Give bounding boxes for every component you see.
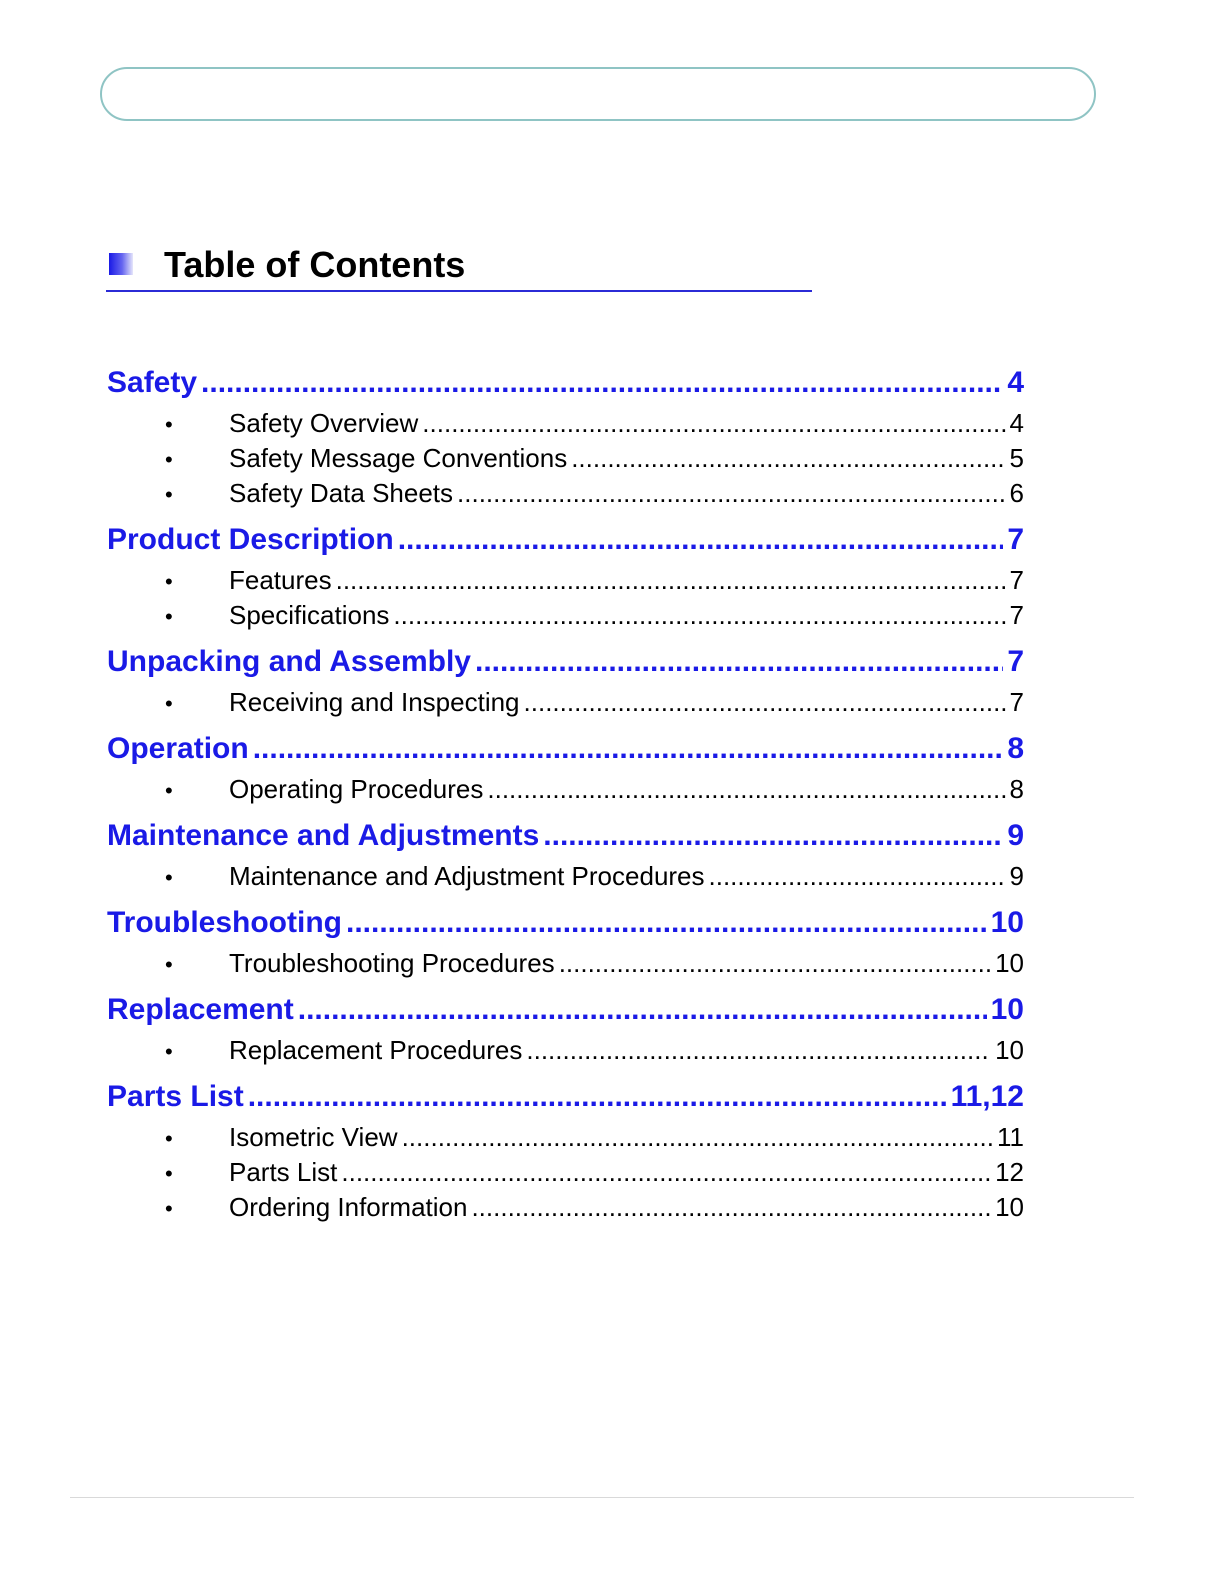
toc-section: [107, 906, 1024, 983]
subsection-title: Receiving and Inspecting: [229, 687, 520, 717]
bullet-icon: •: [165, 412, 173, 437]
section-title: Safety: [107, 366, 198, 399]
heading-square-icon: [109, 253, 133, 275]
bullet-icon: •: [165, 604, 173, 629]
bullet-icon: •: [165, 1126, 173, 1151]
toc-entry-section[interactable]: [107, 1080, 1024, 1122]
toc-entry-subsection[interactable]: [107, 408, 1024, 443]
section-page-number: 7: [1007, 645, 1024, 678]
toc-entry-subsection[interactable]: [107, 1122, 1024, 1157]
subsection-title: Specifications: [229, 600, 390, 630]
toc-entry-section[interactable]: [107, 732, 1024, 774]
toc-entry-subsection[interactable]: [107, 478, 1024, 513]
bullet-icon: •: [165, 569, 173, 594]
header-bar: [100, 67, 1096, 121]
toc-entry-section[interactable]: [107, 523, 1024, 565]
subsection-page-number: 10: [995, 948, 1024, 978]
toc-heading: [106, 240, 812, 292]
section-title: Maintenance and Adjustments: [107, 819, 540, 852]
subsection-title: Operating Procedures: [229, 774, 484, 804]
subsection-page-number: 7: [1009, 565, 1024, 595]
section-page-number: 9: [1007, 819, 1024, 852]
bullet-icon: •: [165, 865, 173, 890]
dot-leader: [526, 1035, 991, 1066]
subsection-title: Safety Message Conventions: [229, 443, 568, 473]
dot-leader: [471, 1192, 991, 1223]
bullet-icon: •: [165, 447, 173, 472]
dot-leader: [543, 819, 1003, 853]
section-page-number: 11,12: [950, 1080, 1024, 1113]
dot-leader: [398, 523, 1004, 557]
toc-entry-section[interactable]: [107, 645, 1024, 687]
bullet-icon: •: [165, 1161, 173, 1186]
toc-entry-subsection[interactable]: [107, 565, 1024, 600]
subsection-title: Isometric View: [229, 1122, 398, 1152]
toc-entry-subsection[interactable]: [107, 1157, 1024, 1192]
subsection-page-number: 11: [997, 1122, 1024, 1152]
section-title: Product Description: [107, 523, 394, 556]
dot-leader: [487, 774, 1005, 805]
toc-entry-subsection[interactable]: [107, 1035, 1024, 1070]
dot-leader: [524, 687, 1006, 718]
subsection-page-number: 4: [1009, 408, 1024, 438]
dot-leader: [475, 645, 1003, 679]
toc-entry-subsection[interactable]: [107, 600, 1024, 635]
toc-entry-subsection[interactable]: [107, 948, 1024, 983]
section-page-number: 7: [1007, 523, 1024, 556]
section-page-number: 10: [990, 906, 1024, 939]
section-title: Troubleshooting: [107, 906, 342, 939]
dot-leader: [457, 478, 1006, 509]
subsection-page-number: 8: [1009, 774, 1024, 804]
toc-entry-subsection[interactable]: [107, 1192, 1024, 1227]
dot-leader: [402, 1122, 993, 1153]
subsection-title: Parts List: [229, 1157, 338, 1187]
subsection-page-number: 10: [995, 1035, 1024, 1065]
dot-leader: [346, 906, 987, 940]
section-page-number: 10: [990, 993, 1024, 1026]
toc-entry-section[interactable]: [107, 366, 1024, 408]
subsection-title: Safety Data Sheets: [229, 478, 454, 508]
subsection-page-number: 12: [995, 1157, 1024, 1187]
subsection-page-number: 10: [995, 1192, 1024, 1222]
subsection-page-number: 6: [1009, 478, 1024, 508]
toc-section: [107, 993, 1024, 1070]
section-title: Parts List: [107, 1080, 244, 1113]
dot-leader: [248, 1080, 947, 1114]
dot-leader: [201, 366, 1003, 400]
bullet-icon: •: [165, 778, 173, 803]
section-title: Unpacking and Assembly: [107, 645, 471, 678]
subsection-page-number: 5: [1009, 443, 1024, 473]
toc-entry-section[interactable]: [107, 993, 1024, 1035]
dot-leader: [393, 600, 1005, 631]
toc-section: [107, 523, 1024, 635]
bullet-icon: •: [165, 482, 173, 507]
subsection-page-number: 7: [1009, 687, 1024, 717]
dot-leader: [341, 1157, 991, 1188]
subsection-title: Replacement Procedures: [229, 1035, 523, 1065]
dot-leader: [253, 732, 1004, 766]
toc-section: [107, 366, 1024, 513]
bullet-icon: •: [165, 691, 173, 716]
subsection-title: Ordering Information: [229, 1192, 468, 1222]
bullet-icon: •: [165, 952, 173, 977]
toc-entry-subsection[interactable]: [107, 443, 1024, 478]
subsection-title: Troubleshooting Procedures: [229, 948, 555, 978]
dot-leader: [709, 861, 1006, 892]
toc-section: [107, 819, 1024, 896]
toc-entry-section[interactable]: [107, 819, 1024, 861]
bullet-icon: •: [165, 1196, 173, 1221]
dot-leader: [559, 948, 991, 979]
toc-entry-subsection[interactable]: [107, 774, 1024, 809]
dot-leader: [422, 408, 1005, 439]
subsection-page-number: 9: [1009, 861, 1024, 891]
table-of-contents: [107, 366, 1024, 1237]
subsection-title: Features: [229, 565, 332, 595]
toc-entry-subsection[interactable]: [107, 861, 1024, 896]
dot-leader: [336, 565, 1006, 596]
subsection-page-number: 7: [1009, 600, 1024, 630]
bullet-icon: •: [165, 1039, 173, 1064]
section-title: Operation: [107, 732, 249, 765]
page-title: Table of Contents: [164, 244, 466, 285]
toc-section: [107, 645, 1024, 722]
section-page-number: 8: [1007, 732, 1024, 765]
subsection-title: Safety Overview: [229, 408, 419, 438]
dot-leader: [571, 443, 1005, 474]
toc-section: [107, 732, 1024, 809]
section-title: Replacement: [107, 993, 294, 1026]
footer-divider: [70, 1497, 1134, 1498]
toc-section: [107, 1080, 1024, 1227]
toc-entry-section[interactable]: [107, 906, 1024, 948]
subsection-title: Maintenance and Adjustment Procedures: [229, 861, 705, 891]
section-page-number: 4: [1007, 366, 1024, 399]
toc-entry-subsection[interactable]: [107, 687, 1024, 722]
dot-leader: [298, 993, 987, 1027]
